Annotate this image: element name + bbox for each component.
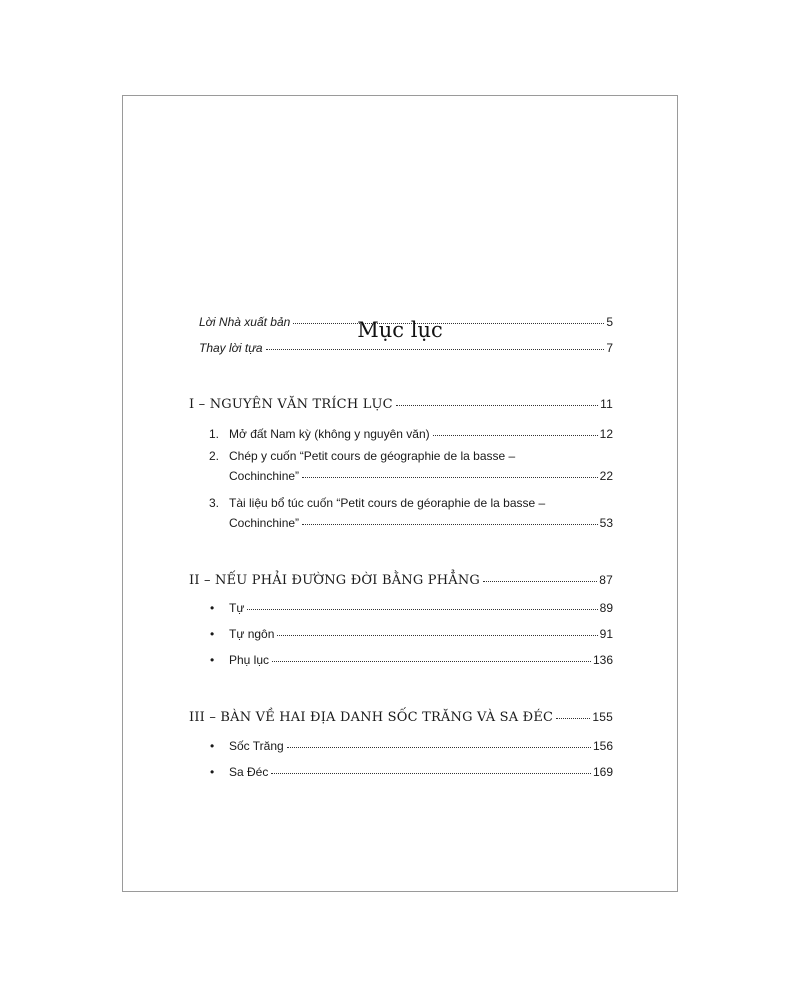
- toc-entry-label: Sa Đéc: [229, 765, 269, 779]
- dot-leader: [293, 322, 604, 324]
- section-heading: I – NGUYÊN VĂN TRÍCH LỤC: [189, 397, 393, 412]
- toc-page-number: 87: [599, 573, 613, 587]
- toc-entry-label: Thay lời tựa: [199, 341, 263, 355]
- list-number: 1.: [209, 427, 220, 441]
- bullet: •: [210, 739, 215, 753]
- toc-page-number: 11: [600, 397, 613, 411]
- toc-entry-label: Lời Nhà xuất bản: [199, 315, 291, 329]
- bullet: •: [210, 765, 215, 779]
- toc-page-number: 136: [592, 653, 613, 667]
- toc-page-number: 7: [606, 341, 613, 355]
- toc-entry-preface[interactable]: [199, 341, 613, 356]
- toc-page-number: 12: [599, 427, 613, 441]
- toc-item[interactable]: [229, 469, 613, 484]
- bullet: •: [210, 653, 215, 667]
- toc-entry-label: Mở đất Nam kỳ (không y nguyên văn): [229, 427, 430, 441]
- dot-leader: [396, 404, 598, 406]
- dot-leader: [271, 772, 591, 774]
- dot-leader: [277, 634, 597, 636]
- dot-leader: [247, 608, 597, 610]
- toc-entry-label-cont: Cochinchine”: [229, 516, 300, 530]
- toc-section-1[interactable]: [189, 397, 613, 412]
- dot-leader: [483, 580, 597, 582]
- toc-page-number: 89: [599, 601, 613, 615]
- toc-item[interactable]: [229, 765, 613, 780]
- toc-item[interactable]: [229, 601, 613, 616]
- toc-page-number: 91: [599, 627, 613, 641]
- toc-item[interactable]: [229, 516, 613, 531]
- toc-page-number: 22: [599, 469, 613, 483]
- toc-section-2[interactable]: [189, 573, 613, 588]
- toc-item[interactable]: [229, 739, 613, 754]
- page-title: Mục lục: [357, 318, 443, 342]
- dot-leader: [433, 434, 598, 436]
- toc-entry-label[interactable]: Tài liệu bổ túc cuốn “Petit cours de géoraphie de la basse –: [229, 496, 546, 510]
- toc-item[interactable]: [229, 627, 613, 642]
- dot-leader: [272, 660, 591, 662]
- toc-entry-label: Phụ lục: [229, 653, 270, 667]
- section-heading: III – BÀN VỀ HAI ĐỊA DANH SỐC TRĂNG VÀ SA ĐÉC: [189, 710, 554, 725]
- toc-section-3[interactable]: [189, 710, 613, 725]
- list-number: 2.: [209, 449, 220, 463]
- dot-leader: [287, 746, 591, 748]
- section-heading: II – NẾU PHẢI ĐƯỜNG ĐỜI BẰNG PHẲNG: [189, 573, 481, 588]
- toc-entry-label: Sốc Trăng: [229, 739, 284, 753]
- toc-entry-label: Tự ngôn: [229, 627, 275, 641]
- dot-leader: [556, 717, 590, 719]
- dot-leader: [302, 476, 598, 478]
- toc-entry-label[interactable]: Chép y cuốn “Petit cours de géographie de la basse –: [229, 449, 516, 463]
- list-number: 3.: [209, 496, 220, 510]
- toc-page-number: 53: [599, 516, 613, 530]
- dot-leader: [302, 523, 598, 525]
- bullet: •: [210, 601, 215, 615]
- toc-page-number: 155: [592, 710, 613, 724]
- dot-leader: [266, 348, 605, 350]
- toc-page-number: 156: [592, 739, 613, 753]
- toc-page-number: 169: [592, 765, 613, 779]
- bullet: •: [210, 627, 215, 641]
- book-page: [122, 95, 678, 892]
- toc-page-number: 5: [606, 315, 613, 329]
- toc-entry-label-cont: Cochinchine”: [229, 469, 300, 483]
- toc-item[interactable]: [229, 427, 613, 442]
- toc-entry-label: Tự: [229, 601, 245, 615]
- toc-entry-publisher-note[interactable]: [199, 315, 613, 330]
- toc-item[interactable]: [229, 653, 613, 668]
